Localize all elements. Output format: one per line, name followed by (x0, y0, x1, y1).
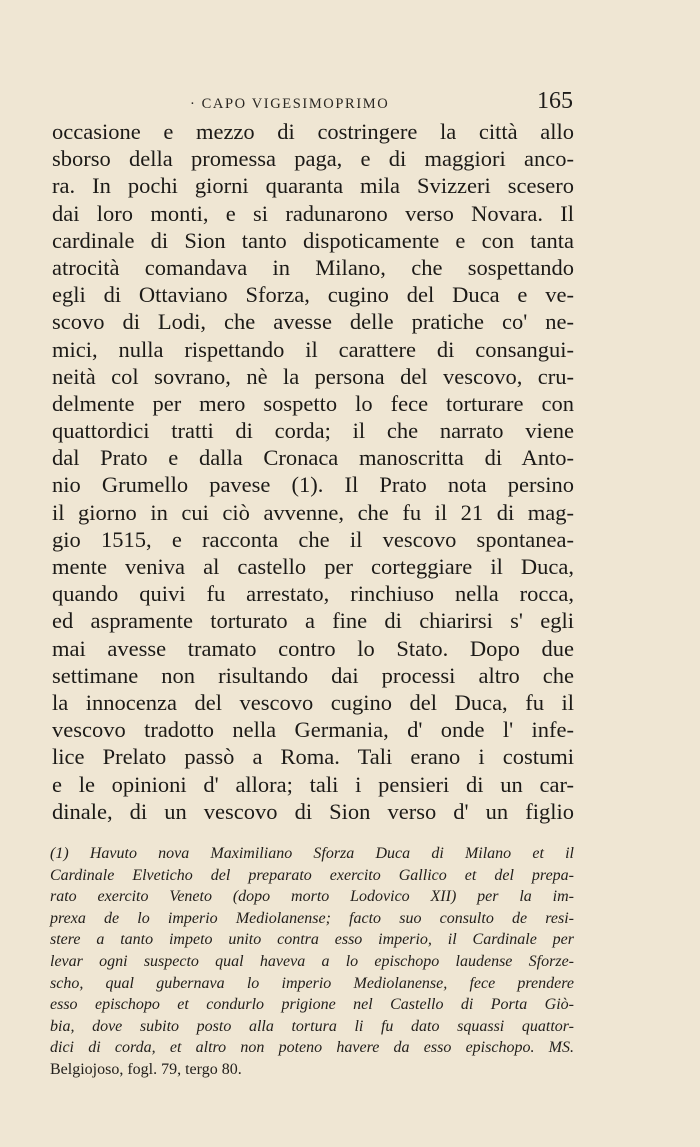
footnote-line: prexa de lo imperio Mediolanense; facto suo consulto de resi- (50, 909, 574, 927)
footnote-line: bia, dove subito posto alla tortura li fu dato squassi quattor- (50, 1017, 574, 1035)
footnote-line: stere a tanto impeto unito contra esso imperio, il Cardinale per (50, 931, 574, 949)
body-line: neità col sovrano, nè la persona del vescovo, cru- (52, 363, 574, 389)
footnote-line: Belgiojoso, fogl. 79, tergo 80. (50, 1060, 242, 1078)
footnote-line: dici di corda, et altro non poteno havere da esso epischopo. MS. (50, 1039, 574, 1057)
footnote-line: esso epischopo et condurlo prigione nel Castello di Porta Giò- (50, 996, 574, 1014)
body-line: delmente per mero sospetto lo fece torturare con (52, 390, 574, 416)
page-number: 165 (537, 88, 573, 114)
body-line: la innocenza del vescovo cugino del Duca, fu il (52, 689, 574, 715)
body-line: scovo di Lodi, che avesse delle pratiche co' ne- (52, 309, 574, 335)
body-line: occasione e mezzo di costringere la città allo (52, 119, 574, 144)
body-line: sborso della promessa paga, e di maggiori anco- (52, 146, 574, 172)
body-line: dal Prato e dalla Cronaca manoscritta di Anto- (52, 445, 574, 471)
footnote-line: scho, qual gubernava lo imperio Mediolanense, fece prendere (50, 974, 574, 992)
body-line: lice Prelato passò a Roma. Tali erano i costumi (52, 744, 574, 770)
body-line: mai avesse tramato contro lo Stato. Dopo due (52, 635, 574, 661)
body-line: il giorno in cui ciò avvenne, che fu il 21 di mag- (52, 499, 574, 525)
body-line: ed aspramente torturato a fine di chiarirsi s' egli (52, 608, 574, 634)
body-text (52, 118, 574, 825)
running-title: · CAPO VIGESIMOPRIMO (190, 96, 390, 112)
body-line: dinale, di un vescovo di Sion verso d' un figlio (52, 798, 574, 824)
body-line: e le opinioni d' allora; tali i pensieri di un car- (52, 771, 574, 797)
body-line: quando quivi fu arrestato, rinchiuso nella rocca, (52, 581, 574, 607)
footnote-separator (52, 828, 92, 829)
body-line: ra. In pochi giorni quaranta mila Svizzeri scesero (52, 173, 574, 199)
body-line: gio 1515, e racconta che il vescovo spontanea- (52, 526, 574, 552)
body-line: mente veniva al castello per corteggiare il Duca, (52, 554, 574, 579)
body-line: vescovo tradotto nella Germania, d' onde l' infe- (52, 717, 574, 743)
body-line: atrocità comandava in Milano, che sospettando (52, 254, 574, 280)
body-line: cardinale di Sion tanto dispoticamente e con tanta (52, 227, 574, 253)
footnote-line: Cardinale Elveticho del preparato exercito Gallico et del prepa- (50, 866, 574, 884)
footnote-line: (1) Havuto nova Maximiliano Sforza Duca di Milano et il (50, 845, 574, 862)
body-line: nio Grumello pavese (1). Il Prato nota persino (52, 472, 574, 498)
body-line: dai loro monti, e si radunarono verso Novara. Il (52, 200, 574, 226)
body-line: settimane non risultando dai processi altro che (52, 662, 574, 688)
body-line: mici, nulla rispettando il carattere di consangui- (52, 336, 574, 362)
running-head (0, 88, 700, 118)
body-line: quattordici tratti di corda; il che narrato viene (52, 418, 574, 444)
footnote (50, 843, 574, 1081)
body-line: egli di Ottaviano Sforza, cugino del Duca e ve- (52, 282, 574, 308)
footnote-line: rato exercito Veneto (dopo morto Lodovico XII) per la im- (50, 888, 574, 906)
footnote-line: levar ogni suspecto qual haveva a lo epischopo laudense Sforze- (50, 952, 574, 970)
